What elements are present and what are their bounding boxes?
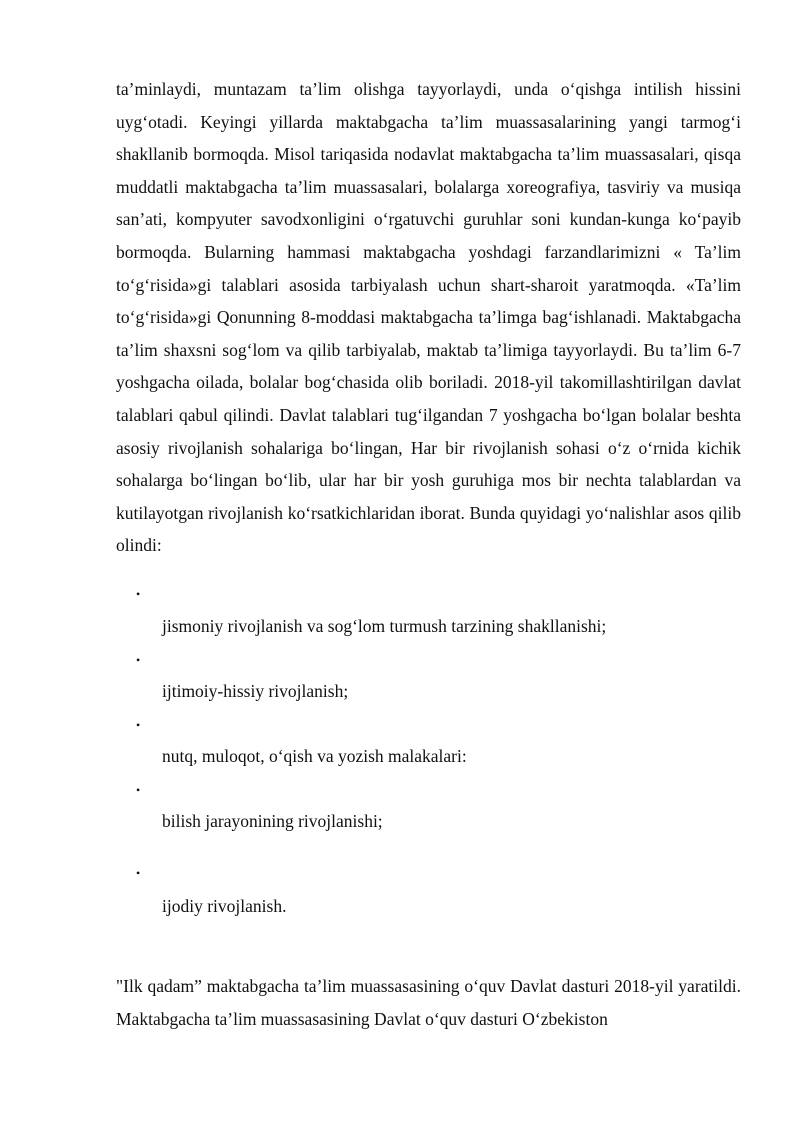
bullet-icon: •	[136, 587, 141, 601]
bullet-icon: •	[136, 718, 141, 732]
body-paragraph: ta’minlaydi, muntazam ta’lim olishga tayyorlaydi, unda o‘qishga intilish hissini uyg‘otadi. Keyingi yillarda maktabgacha ta’lim muassasalarining yangi tarmog‘i shakllanib bormoqda. Misol tariqasida nodavlat maktabgacha ta’lim muassasalari, qisqa muddatli maktabgacha ta’lim muassasalari, bolalarga xoreografiya, tasviriy va musiqa san’ati, kompyuter savodxonligini o‘rgatuvchi guruhlar soni kundan-kunga ko‘payib bormoqda. Bularning hammasi maktabgacha yoshdagi farzandlarimizni « Ta’lim to‘g‘risida»gi talablari asosida tarbiyalash uchun shart-sharoit yaratmoqda. «Ta’lim to‘g‘risida»gi Qonunning 8-moddasi maktabgacha ta’limga bag‘ishlanadi. Maktabgacha ta’lim shaxsni sog‘lom va qilib tarbiyalab, maktab ta’limiga tayyorlaydi. Bu ta’lim 6-7 yoshgacha oilada, bolalar bog‘chasida olib boriladi. 2018-yil takomillashtirilgan davlat talablari qabul qilindi. Davlat talablari tug‘ilgandan 7 yoshgacha bo‘lgan bolalar beshta asosiy rivojlanish sohalariga bo‘lingan, Har bir rivojlanish sohasi o‘z o‘rnida kichik sohalarga bo‘lingan bo‘lib, ular har bir yosh guruhiga mos bir nechta talablardan va kutilayotgan rivojlanish ko‘rsatkichlaridan iborat. Bunda quyidagi yo‘nalishlar asos qilib olindi:	[116, 79, 741, 556]
list-item-text: bilish jarayonining rivojlanishi;	[162, 811, 383, 831]
bullet-icon: •	[136, 653, 141, 667]
list-item-text: jismoniy rivojlanish va sog‘lom turmush tarzining shakllanishi;	[162, 616, 607, 636]
bullet-icon: •	[136, 866, 141, 880]
list-item-text: ijodiy rivojlanish.	[162, 896, 287, 916]
list-item-text: ijtimoiy-hissiy rivojlanish;	[162, 681, 349, 701]
list-item-text: nutq, muloqot, o‘qish va yozish malakalari:	[162, 746, 467, 766]
bullet-icon: •	[136, 783, 141, 797]
body-paragraph: "Ilk qadam” maktabgacha ta’lim muassasasining o‘quv Davlat dasturi 2018-yil yaratildi. Maktabgacha ta’lim muassasasining Davlat o‘quv dasturi O‘zbekiston	[116, 976, 741, 1029]
